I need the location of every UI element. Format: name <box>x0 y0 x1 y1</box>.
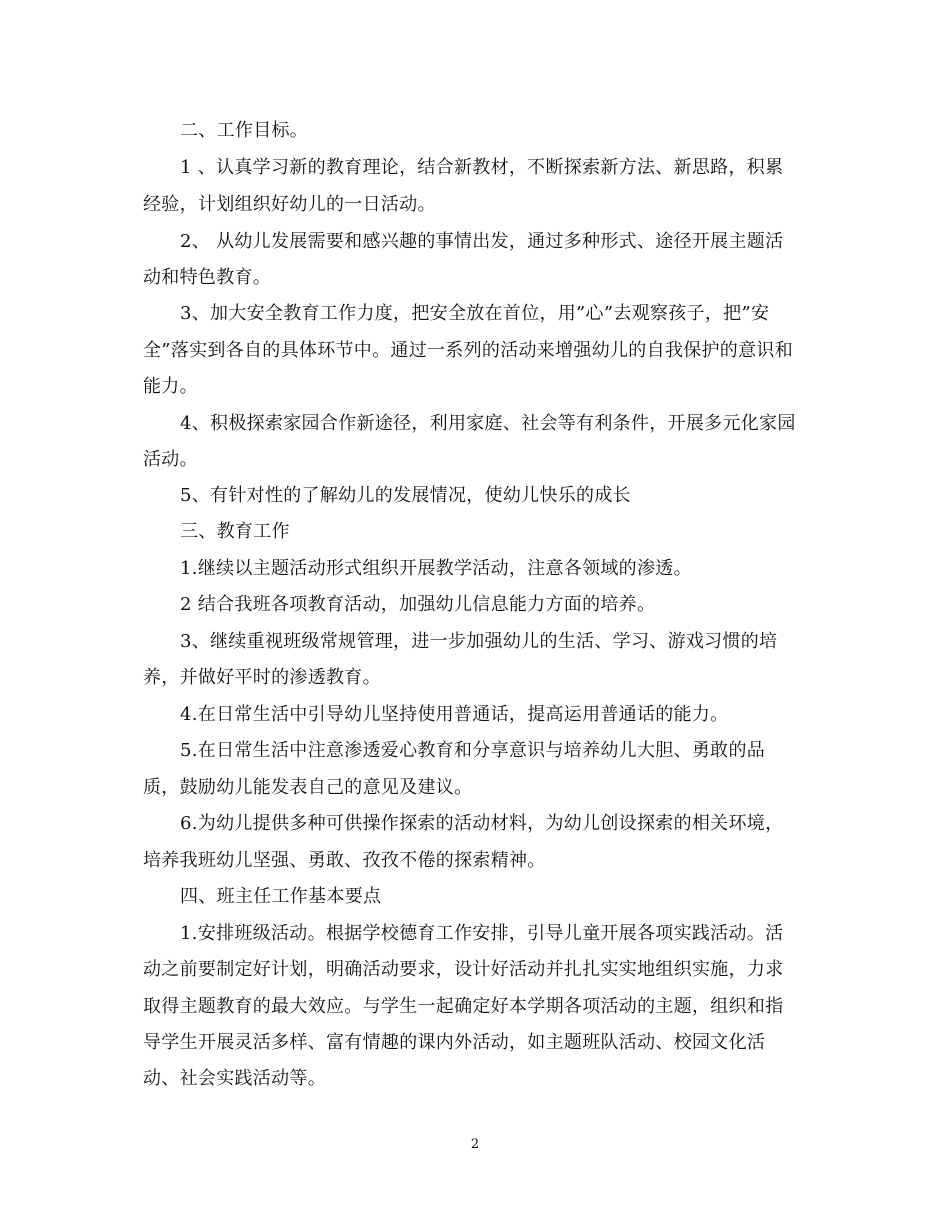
paragraph-line: 3、继续重视班级常规管理，进一步加强幼儿的生活、学习、游戏习惯的培 <box>180 631 778 652</box>
paragraph-line: 1.安排班级活动。根据学校德育工作安排，引导儿童开展各项实践活动。活 <box>180 923 784 944</box>
page-number: 2 <box>470 1137 480 1152</box>
heading-head-teacher-work: 四、班主任工作基本要点 <box>180 886 382 907</box>
paragraph-line: 取得主题教育的最大效应。与学生一起确定好本学期各项活动的主题，组织和指 <box>143 996 784 1017</box>
paragraph-line: 质，鼓励幼儿能发表自己的意见及建议。 <box>143 777 473 798</box>
paragraph-line: 5.在日常生活中注意渗透爱心教育和分享意识与培养幼儿大胆、勇敢的品 <box>180 740 766 761</box>
heading-work-goals: 二、工作目标。 <box>180 120 309 141</box>
paragraph-line: 3、加大安全教育工作力度，把安全放在首位，用”心”去观察孩子，把”安 <box>180 303 770 324</box>
paragraph-line: 全”落实到各自的具体环节中。通过一系列的活动来增强幼儿的自我保护的意识和 <box>143 340 793 361</box>
paragraph-line: 1.继续以主题活动形式组织开展教学活动，注意各领域的渗透。 <box>180 558 692 579</box>
paragraph-line: 导学生开展灵活多样、富有情趣的课内外活动，如主题班队活动、校园文化活 <box>143 1032 766 1053</box>
paragraph-line: 2、 从幼儿发展需要和感兴趣的事情出发，通过多种形式、途径开展主题活 <box>180 231 784 252</box>
paragraph-line: 动和特色教育。 <box>143 267 272 288</box>
paragraph-line: 动、社会实践活动等。 <box>143 1068 326 1089</box>
paragraph-line: 能力。 <box>143 376 198 397</box>
paragraph-line: 养，并做好平时的渗透教育。 <box>143 667 381 688</box>
paragraph-line: 培养我班幼儿坚强、勇敢、孜孜不倦的探索精神。 <box>143 850 546 871</box>
paragraph-line: 1 、认真学习新的教育理论，结合新教材，不断探索新方法、新思路，积累 <box>180 157 784 178</box>
paragraph-line: 活动。 <box>143 449 198 470</box>
heading-education-work: 三、教育工作 <box>180 521 290 542</box>
paragraph-line: 5、有针对性的了解幼儿的发展情况，使幼儿快乐的成长 <box>180 485 631 506</box>
paragraph-line: 4.在日常生活中引导幼儿坚持使用普通话，提高运用普通话的能力。 <box>180 704 729 725</box>
paragraph-line: 经验，计划组织好幼儿的一日活动。 <box>143 194 436 215</box>
paragraph-line: 6.为幼儿提供多种可供操作探索的活动材料，为幼儿创设探索的相关环境， <box>180 813 784 834</box>
paragraph-line: 动之前要制定好计划，明确活动要求，设计好活动并扎扎实实地组织实施，力求 <box>143 959 784 980</box>
paragraph-line: 2 结合我班各项教育活动，加强幼儿信息能力方面的培养。 <box>180 594 656 615</box>
paragraph-line: 4、积极探索家园合作新途径，利用家庭、社会等有利条件，开展多元化家园 <box>180 413 796 434</box>
